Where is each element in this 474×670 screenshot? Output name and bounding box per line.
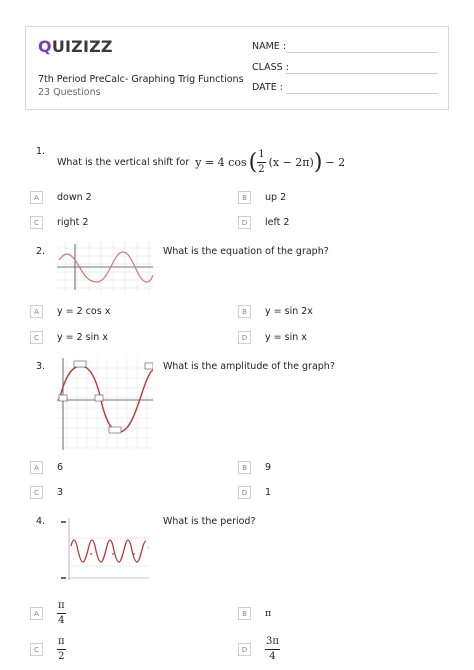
q3-option-d[interactable] [238,485,271,500]
question-1-fraction [257,150,265,175]
q4-option-d-fraction [265,637,280,662]
class-field [252,62,289,73]
q1-option-a[interactable] [30,190,92,205]
q3-option-c-badge: C [30,486,43,499]
q4-option-a-num: π [57,601,66,614]
q1-option-b-badge: B [238,191,251,204]
q1-option-b-text: up 2 [265,192,287,203]
q3-option-d-text: 1 [265,487,272,498]
date-label: DATE : [252,82,283,93]
q2-option-b-badge: B [238,305,251,318]
q4-option-b[interactable] [238,606,271,621]
q2-option-b-text: y = sin 2x [265,306,313,317]
q4-option-b-badge: B [238,607,251,620]
q3-option-a-badge: A [30,461,43,474]
q4-option-c-num: π [57,637,66,650]
question-1-formula-tail: − 2 [325,156,346,169]
q1-option-a-text: down 2 [57,192,92,203]
question-4-text: What is the period? [163,516,256,527]
question-1-formula-inner: (x − 2π) [268,156,314,169]
q3-option-b-badge: B [238,461,251,474]
q1-option-b[interactable] [238,190,286,205]
q2-option-d[interactable] [238,330,307,345]
q1-option-c-badge: C [30,216,43,229]
question-1-frac-num: 1 [257,150,265,163]
q1-option-c[interactable] [30,215,88,230]
question-1-number: 1. [36,146,46,157]
q2-option-d-badge: D [238,331,251,344]
q2-option-d-text: y = sin x [265,332,307,343]
question-count: 23 Questions [38,87,101,98]
quizizz-logo: QUIZIZZ [38,37,113,56]
date-line[interactable] [286,93,438,94]
q4-option-c-den: 2 [58,651,65,662]
q2-option-c-text: y = 2 sin x [57,332,108,343]
date-field [252,82,283,93]
q4-option-d-badge: D [238,643,251,656]
q4-option-c-fraction [57,637,66,662]
question-3-text: What is the amplitude of the graph? [163,361,335,372]
q2-option-a-text: y = 2 cos x [57,306,111,317]
q3-option-c-text: 3 [57,487,64,498]
q2-option-c[interactable] [30,330,108,345]
q4-option-c-badge: C [30,643,43,656]
q1-option-a-badge: A [30,191,43,204]
question-1-prompt: What is the vertical shift for [57,157,190,168]
q3-option-c[interactable] [30,485,63,500]
name-field [252,41,286,52]
q4-option-d-value [265,637,280,662]
question-1-formula-lhs: y = 4 cos [195,156,247,169]
class-label: CLASS : [252,62,289,73]
q4-option-c[interactable] [30,636,66,662]
q4-option-b-text: π [265,608,272,619]
q1-option-d-text: left 2 [265,217,290,228]
q3-option-a-text: 6 [57,462,64,473]
q1-option-c-text: right 2 [57,217,89,228]
q4-option-a-den: 4 [58,615,65,626]
q2-option-b[interactable] [238,304,313,319]
question-4-graph [57,516,153,582]
q3-option-a[interactable] [30,460,63,475]
question-1-text [57,150,345,175]
q3-option-b[interactable] [238,460,271,475]
question-4-number: 4. [36,516,46,527]
question-1-paren-open: ( [248,149,258,175]
q4-option-a-fraction [57,601,66,626]
worksheet-header [25,26,449,110]
q4-option-c-value [57,637,66,662]
question-3-graph [57,358,153,450]
q2-option-c-badge: C [30,331,43,344]
question-3-number: 3. [36,361,46,372]
svg-text:›: › [147,545,149,551]
q4-option-a-badge: A [30,607,43,620]
name-label: NAME : [252,41,287,52]
q2-option-a[interactable] [30,304,110,319]
q3-option-b-text: 9 [265,462,272,473]
q4-option-a-value [57,601,66,626]
question-2-number: 2. [36,246,46,257]
q4-option-a[interactable] [30,600,66,626]
question-1-paren-close: ) [313,149,323,175]
q4-option-d-num: 3π [265,637,280,650]
worksheet-title: 7th Period PreCalc- Graphing Trig Functions [38,74,244,85]
q3-option-d-badge: D [238,486,251,499]
q1-option-d-badge: D [238,216,251,229]
q4-option-d-den: 4 [269,651,276,662]
q1-option-d[interactable] [238,215,289,230]
class-line[interactable] [286,73,438,74]
question-2-text: What is the equation of the graph? [163,246,329,257]
q2-option-a-badge: A [30,305,43,318]
question-2-graph [57,242,153,292]
name-line[interactable] [286,52,438,53]
question-1-frac-den: 2 [258,164,265,175]
